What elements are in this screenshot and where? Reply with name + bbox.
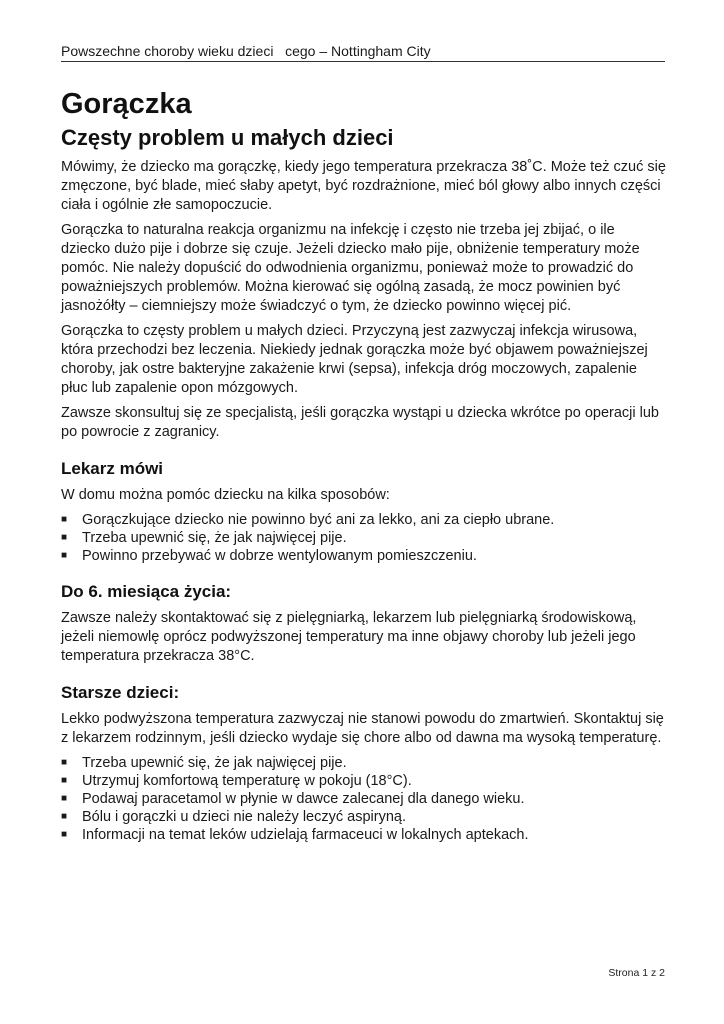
document-body xyxy=(61,86,667,850)
bullet-icon: ■ xyxy=(61,514,68,525)
list-item-text: Podawaj paracetamol w płynie w dawce zalecanej dla danego wieku. xyxy=(82,791,525,807)
intro-paragraph: Gorączka to naturalna reakcja organizmu na infekcję i często nie trzeba jej zbijać, o ile dziecko dużo pije i dobrze się czuje. Jeżeli dziecko mało pije, obniżenie temperatury może pomóc. Nie należy dopuścić do odwodnienia organizmu, ponieważ może to prowadzić do poważniejszych problemów. Można kierować się ogólną zasadą, że mocz powinien być jasnożółty – ciemniejszy może świadczyć o tym, że dziecko powinno więcej pić. xyxy=(61,222,640,314)
section-intro-doctor: W domu można pomóc dziecku na kilka sposobów: xyxy=(61,487,390,503)
list-item-text: Informacji na temat leków udzielają farmaceuci w lokalnych aptekach. xyxy=(82,827,529,843)
list-item xyxy=(61,772,667,790)
section-heading-doctor: Lekarz mówi xyxy=(61,459,164,478)
list-item xyxy=(61,547,667,565)
list-item xyxy=(61,808,667,826)
page-title: Gorączka xyxy=(61,88,192,120)
bullet-icon: ■ xyxy=(61,793,68,804)
list-item-text: Trzeba upewnić się, że jak najwięcej pije. xyxy=(82,530,347,546)
list-item-text: Powinno przebywać w dobrze wentylowanym pomieszczeniu. xyxy=(82,548,477,564)
bullet-icon: ■ xyxy=(61,757,68,768)
list-item-text: Trzeba upewnić się, że jak najwięcej pije. xyxy=(82,755,347,771)
doctor-advice-list xyxy=(61,511,667,565)
list-item-text: Bólu i gorączki u dzieci nie należy leczyć aspiryną. xyxy=(82,809,406,825)
list-item xyxy=(61,511,667,529)
section-text-older: Lekko podwyższona temperatura zazwyczaj nie stanowi powodu do zmartwień. Skontaktuj się z lekarzem rodzinnym, jeśli dziecko wydaje się chore albo od dawna ma wysoką temperaturę. xyxy=(61,711,664,746)
list-item xyxy=(61,529,667,547)
bullet-icon: ■ xyxy=(61,811,68,822)
list-item xyxy=(61,826,667,844)
running-header: Powszechne choroby wieku dzieci cego – Nottingham City xyxy=(61,42,665,62)
bullet-icon: ■ xyxy=(61,829,68,840)
list-item-text: Utrzymuj komfortową temperaturę w pokoju (18°C). xyxy=(82,773,412,789)
intro-paragraph: Mówimy, że dziecko ma gorączkę, kiedy jego temperatura przekracza 38˚C. Może też czuć się zmęczone, być blade, mieć słaby apetyt, być rozdrażnione, mieć ból głowy albo innych części ciała i ogólnie złe samopoczucie. xyxy=(61,159,666,213)
list-item xyxy=(61,754,667,772)
intro-paragraph: Gorączka to częsty problem u małych dzieci. Przyczyną jest zazwyczaj infekcja wirusowa, która przechodzi bez leczenia. Niekiedy jednak gorączka może być objawem poważniejszej choroby, jak ostre bakteryjne zakażenie krwi (sepsa), infekcja dróg moczowych, zapalenie płuc lub zapalenie opon mózgowych. xyxy=(61,323,648,396)
list-item xyxy=(61,790,667,808)
bullet-icon: ■ xyxy=(61,775,68,786)
page-subtitle: Częsty problem u małych dzieci xyxy=(61,125,394,150)
older-children-advice-list xyxy=(61,754,667,844)
section-heading-infants: Do 6. miesiąca życia: xyxy=(61,582,232,601)
page-number: Strona 1 z 2 xyxy=(608,967,665,979)
intro-paragraph: Zawsze skonsultuj się ze specjalistą, jeśli gorączka wystąpi u dziecka wkrótce po operacji lub po powrocie z zagranicy. xyxy=(61,405,659,440)
list-item-text: Gorączkujące dziecko nie powinno być ani za lekko, ani za ciepło ubrane. xyxy=(82,512,555,528)
section-text-infants: Zawsze należy skontaktować się z pielęgniarką, lekarzem lub pielęgniarką środowiskową, jeżeli niemowlę oprócz podwyższonej temperatury ma inne objawy choroby lub jeżeli jego temperatura przekracza 38°C. xyxy=(61,610,637,664)
section-heading-older: Starsze dzieci: xyxy=(61,683,180,702)
bullet-icon: ■ xyxy=(61,550,68,561)
bullet-icon: ■ xyxy=(61,532,68,543)
